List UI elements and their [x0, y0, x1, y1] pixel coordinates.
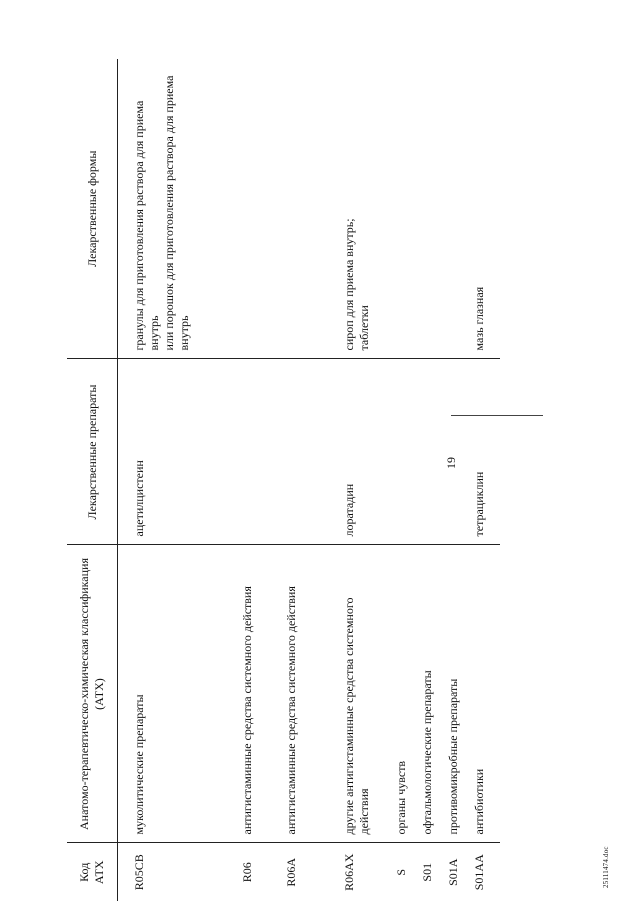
- cell-drug: [420, 359, 446, 545]
- cell-forms: сироп для приема внутрь; таблетки: [342, 59, 394, 359]
- cell-code: S01: [420, 862, 434, 882]
- cell-forms: [420, 59, 446, 359]
- cell-forms: [446, 59, 472, 359]
- cell-forms: мазь глазная: [472, 59, 500, 359]
- cell-drug: тетрациклин: [472, 359, 500, 545]
- cell-code: R05CB: [132, 854, 146, 891]
- table-row: [342, 59, 394, 901]
- table-header-row: [67, 59, 118, 901]
- cell-atc: противомикробные препараты: [446, 545, 472, 843]
- cell-code: R06: [240, 862, 254, 883]
- header-drug: Лекарственные препараты: [67, 359, 118, 545]
- header-forms: Лекарственные формы: [67, 59, 118, 359]
- rotated-page: [30, 30, 610, 904]
- cell-atc: муколитические препараты: [118, 545, 241, 843]
- cell-atc: антибиотики: [472, 545, 500, 843]
- table-row: [284, 59, 342, 901]
- header-atc: Анатомо-терапевтическо-химическая классификация (АТХ): [67, 545, 118, 843]
- drug-table: [67, 59, 500, 901]
- cell-forms: гранулы для приготовления раствора для приема внутрь или порошок для приготовления раствора для приема внутрь: [118, 59, 241, 359]
- end-rule: [451, 415, 543, 416]
- cell-drug: [446, 359, 472, 545]
- cell-code: R06AX: [342, 853, 356, 891]
- cell-atc: другие антигистаминные средства системного действия: [342, 545, 394, 843]
- header-code: Код АТХ: [67, 843, 118, 901]
- table-row: [394, 59, 420, 901]
- cell-drug: [394, 359, 420, 545]
- cell-drug: [240, 359, 284, 545]
- cell-drug: ацетилцистеин: [118, 359, 241, 545]
- table-row: [118, 59, 241, 901]
- cell-code: S01AA: [472, 854, 486, 891]
- cell-forms: [240, 59, 284, 359]
- cell-drug: лоратадин: [342, 359, 394, 545]
- cell-atc: антигистаминные средства системного действия: [240, 545, 284, 843]
- cell-drug: [284, 359, 342, 545]
- table-row: [420, 59, 446, 901]
- cell-atc: органы чувств: [394, 545, 420, 843]
- table-row: [446, 59, 472, 901]
- cell-code: R06A: [284, 857, 298, 887]
- table-row: [240, 59, 284, 901]
- cell-forms: [394, 59, 420, 359]
- page-number: 19: [444, 457, 458, 469]
- document-code: 25111474.doc: [602, 846, 610, 888]
- cell-code: S01A: [446, 858, 460, 886]
- cell-forms: [284, 59, 342, 359]
- cell-atc: антигистаминные средства системного действия: [284, 545, 342, 843]
- table-row: [472, 59, 500, 901]
- cell-code: S: [394, 868, 408, 876]
- cell-atc: офтальмологические препараты: [420, 545, 446, 843]
